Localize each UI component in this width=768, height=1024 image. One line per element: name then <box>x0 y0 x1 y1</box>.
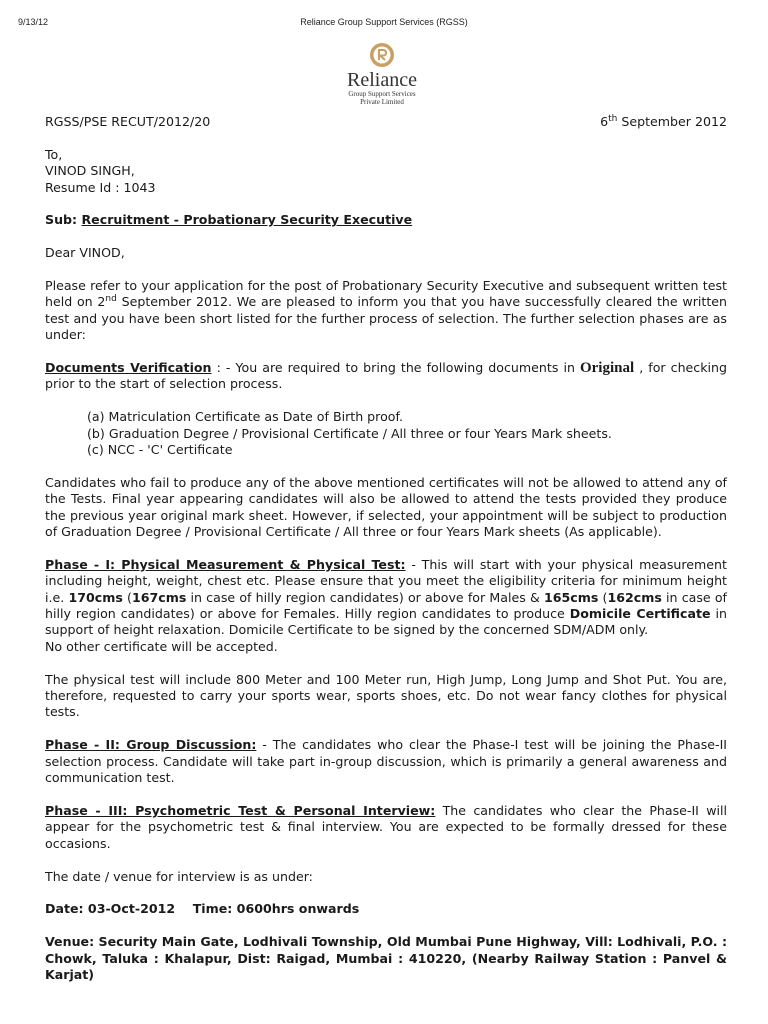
reliance-emblem-icon <box>369 42 395 68</box>
documents-heading: Documents Verification <box>45 360 212 376</box>
reference-number: RGSS/PSE RECUT/2012/20 <box>45 114 211 129</box>
interview-date-time: Date: 03-Oct-2012 Time: 0600hrs onwards <box>45 901 360 917</box>
candidates-paragraph: Candidates who fail to produce any of the above mentioned certificates will not be allowed to attend any of the Tests. Final year appearing candidates will also be allowed to attend the tests provided they produce the previous year original mark sheet. However, if selected, your appointment will be subject to production of Graduation Degree / Provisional Certificate / All three or four Years Mark sheets (As applicable). <box>45 474 727 540</box>
print-date: 9/13/12 <box>18 17 49 27</box>
phase2-paragraph: Phase - II: Group Discussion: - The candidates who clear the Phase-I test will be joining the Phase-II selection process. Candidate will take part in-group discussion, which is primarily a general awareness and communication test. <box>45 737 728 786</box>
reliance-logo <box>330 42 434 114</box>
letter-date: 6th September 2012 <box>600 113 727 129</box>
to-label: To, <box>45 146 63 162</box>
reference-line <box>45 114 727 130</box>
list-item: (a) Matriculation Certificate as Date of Birth proof. <box>87 409 404 425</box>
salutation: Dear VINOD, <box>45 245 125 261</box>
subject-text: Recruitment - Probationary Security Executive <box>81 212 413 228</box>
phase3-heading: Phase - III: Psychometric Test & Personal Interview: <box>45 802 436 818</box>
phase1-note: No other certificate will be accepted. <box>45 638 278 654</box>
phase1-paragraph: Phase - I: Physical Measurement & Physical Test: - This will start with your physical measurement including height, weight, chest etc. Please ensure that you meet the eligibility criteria for minimum height i.e. 170cms (167cms in case of hilly region candidates) or above for Males & 165cms (162cms in case of hilly region candidates) or above for Females. Hilly region candidates to produce Domicile Certificate in support of height relaxation. Domicile Certificate to be signed by the concerned SDM/ADM only. <box>45 556 728 638</box>
documents-paragraph: Documents Verification : - You are required to bring the following documents in Original , for checking prior to the start of selection process. <box>45 360 727 392</box>
logo-subtitle-2: Private Limited <box>360 98 404 106</box>
documents-list <box>45 409 727 458</box>
phase1-heading: Phase - I: Physical Measurement & Physical Test: <box>45 556 406 572</box>
list-item: (c) NCC - 'C' Certificate <box>87 442 233 458</box>
phase2-heading: Phase - II: Group Discussion: <box>45 737 257 753</box>
logo-subtitle-1: Group Support Services <box>348 90 416 98</box>
list-item: (b) Graduation Degree / Provisional Certificate / All three or four Years Mark sheets. <box>87 425 612 441</box>
print-header-title: Reliance Group Support Services (RGSS) <box>300 17 468 27</box>
recipient-name: VINOD SINGH, <box>45 163 135 179</box>
logo-brand: Reliance <box>347 69 417 91</box>
interview-venue: Venue: Security Main Gate, Lodhivali Township, Old Mumbai Pune Highway, Vill: Lodhivali, P.O. : Chowk, Taluka : Khalapur, Dist: Raigad, Mumbai : 410220, (Nearby Railway Station : Panvel & Karjat) <box>45 934 727 982</box>
letter-body <box>45 114 727 983</box>
venue-intro: The date / venue for interview is as under: <box>45 868 313 884</box>
physical-test-paragraph: The physical test will include 800 Meter and 100 Meter run, High Jump, Long Jump and Shot Put. You are, therefore, requested to carry your sports wear, sports shoes, etc. Do not wear fancy clothes for physical tests. <box>45 671 727 720</box>
intro-paragraph: Please refer to your application for the post of Probationary Security Executive and subsequent written test held on 2nd September 2012. We are pleased to inform you that you have successfully cleared the written test and you have been short listed for the further process of selection. The further selection phases are as under: <box>45 278 727 343</box>
phase3-paragraph: Phase - III: Psychometric Test & Personal Interview: The candidates who clear the Phase-II will appear for the psychometric test & final interview. You are expected to be formally dressed for these occasions. <box>45 802 727 851</box>
subject-line: Sub: Recruitment - Probationary Security Executive <box>45 212 413 228</box>
resume-id: Resume Id : 1043 <box>45 179 156 195</box>
